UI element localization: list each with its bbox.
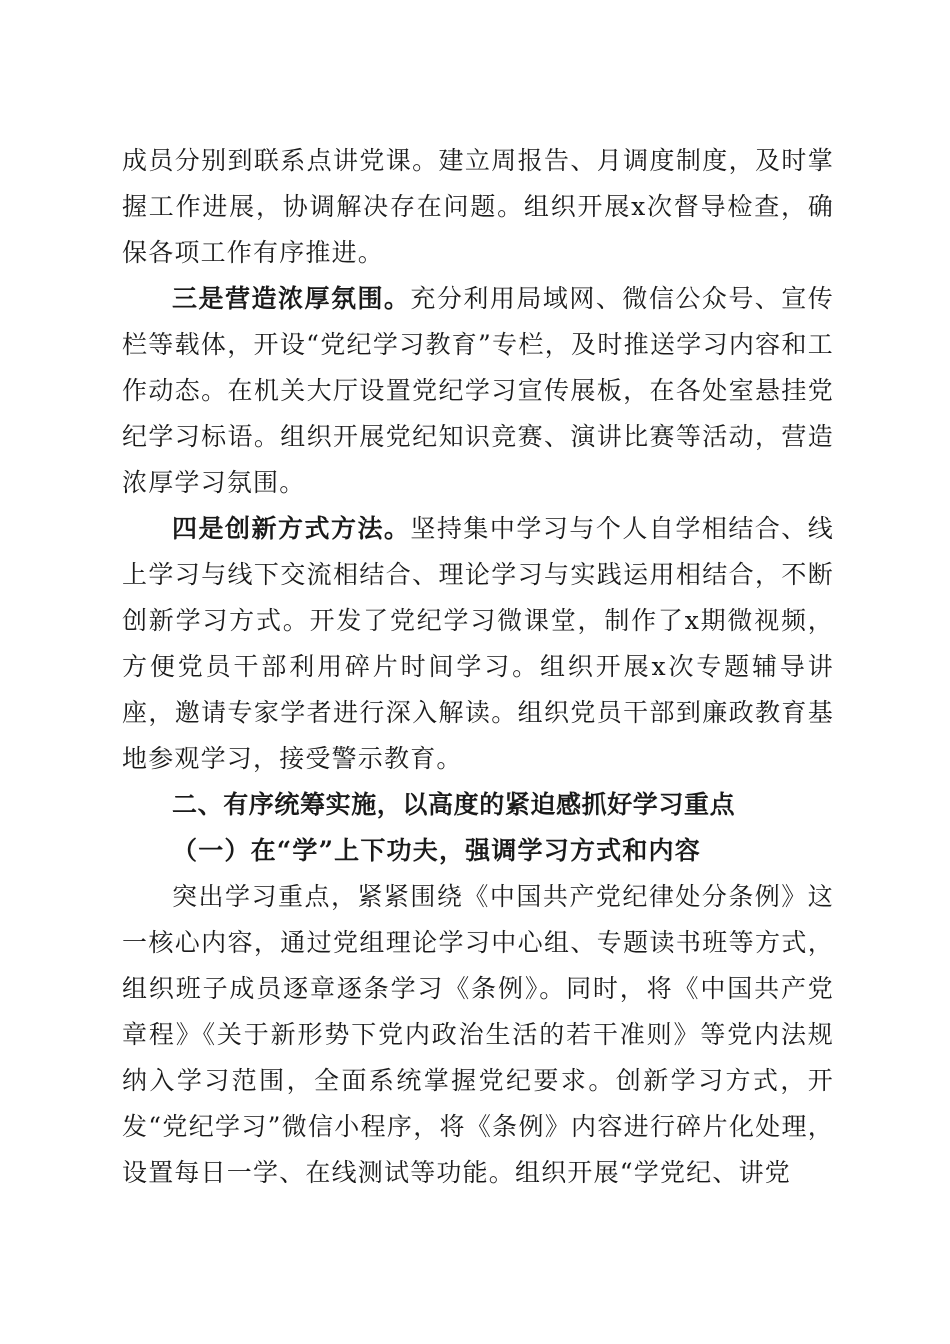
paragraph-lead: 三是营造浓厚氛围。 bbox=[172, 284, 411, 313]
paragraph-text: 坚持集中学习与个人自学相结合、线上学习与线下交流相结合、理论学习与实践运用相结合，不断创新学习方式。开发了党纪学习微课堂，制作了x期微视频，方便党员干部利用碎片时间学习。组织开展x次专题辅导讲座，邀请专家学者进行深入解读。组织党员干部到廉政教育基地参观学习，接受警示教育。 bbox=[122, 514, 834, 773]
section-heading: 二、有序统筹实施，以高度的紧迫感抓好学习重点 bbox=[172, 790, 736, 819]
paragraph-atmosphere bbox=[122, 276, 834, 506]
paragraph-text: 充分利用局域网、微信公众号、宣传栏等载体，开设“党纪学习教育”专栏，及时推送学习内容和工作动态。在机关大厅设置党纪学习宣传展板，在各处室悬挂党纪学习标语。组织开展党纪知识竞赛、演讲比赛等活动，营造浓厚学习氛围。 bbox=[122, 284, 834, 497]
paragraph-continuation bbox=[122, 138, 834, 276]
paragraph-text: 成员分别到联系点讲党课。建立周报告、月调度制度，及时掌握工作进展，协调解决存在问题。组织开展x次督导检查，确保各项工作有序推进。 bbox=[122, 146, 834, 267]
paragraph-lead: 四是创新方式方法。 bbox=[172, 514, 411, 543]
subsection-heading: （一）在“学”上下功夫，强调学习方式和内容 bbox=[172, 836, 701, 865]
paragraph-study-focus bbox=[122, 874, 834, 1196]
paragraph-innovation bbox=[122, 506, 834, 782]
document-body bbox=[122, 138, 834, 1196]
paragraph-text: 突出学习重点，紧紧围绕《中国共产党纪律处分条例》这一核心内容，通过党组理论学习中心组、专题读书班等方式，组织班子成员逐章逐条学习《条例》。同时，将《中国共产党章程》《关于新形势下党内政治生活的若干准则》等党内法规纳入学习范围，全面系统掌握党纪要求。创新学习方式，开发“党纪学习”微信小程序，将《条例》内容进行碎片化处理，设置每日一学、在线测试等功能。组织开展“学党纪、讲党 bbox=[122, 882, 834, 1187]
